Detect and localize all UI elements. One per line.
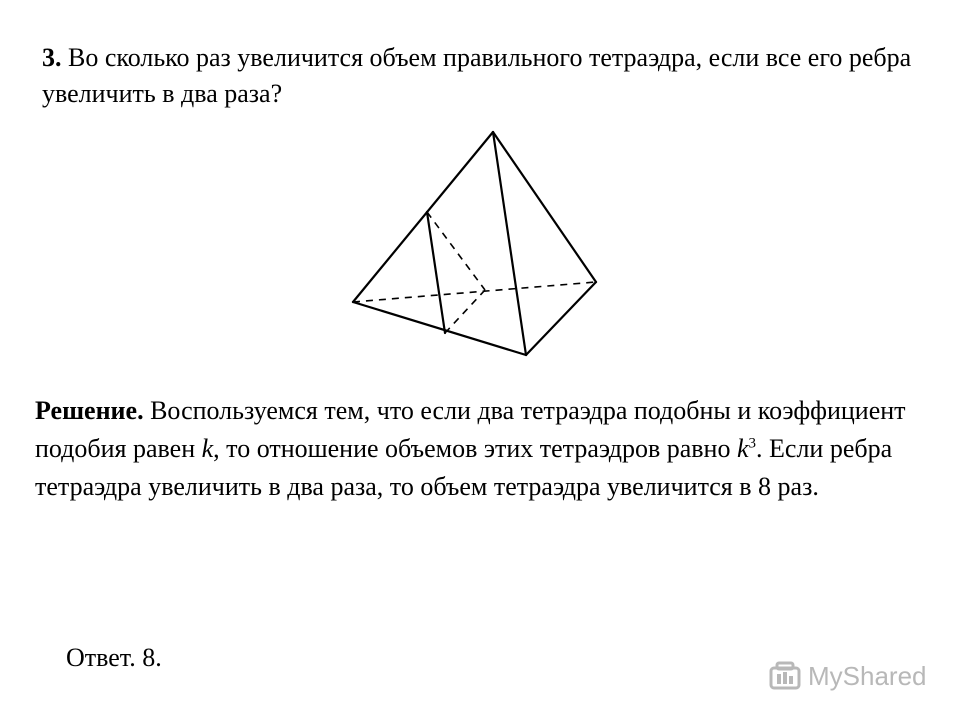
hidden-edge-base [353, 282, 596, 302]
edge-right-front [526, 282, 596, 355]
problem-number: 3. [42, 43, 62, 72]
watermark-text: MyShared [808, 660, 927, 691]
solution-text-1: Воспользуемся тем, что если два тетраэдра подобны и коэффициент подобия равен [35, 396, 906, 463]
hidden-line-1 [427, 212, 485, 290]
hidden-line-2 [445, 290, 485, 333]
coefficient-k-power: k [736, 434, 749, 463]
tetrahedron-icon [340, 125, 610, 365]
edge-left-front [353, 302, 526, 355]
watermark [768, 656, 927, 696]
edge-apex-right [493, 132, 596, 282]
solution-label: Решение. [35, 396, 144, 425]
edge-apex-left [353, 132, 493, 302]
myshared-logo-icon [768, 659, 802, 693]
exponent: 3 [748, 435, 757, 452]
coefficient-k: k [201, 434, 214, 463]
answer: Ответ. 8. [66, 643, 162, 672]
solution-text-3: . Если ребра тетраэдра увеличить в два раза, то объем тетраэдра увеличится в 8 раз. [35, 434, 893, 501]
problem-text: Во сколько раз увеличится объем правильного тетраэдра, если все его ребра увеличить в два раза? [42, 43, 912, 108]
edge-apex-front [493, 132, 526, 355]
solution-text-2: , то отношение объемов этих тетраэдров равно [213, 434, 737, 463]
section-line [427, 212, 445, 333]
problem-statement [42, 40, 932, 112]
solution [35, 392, 935, 506]
